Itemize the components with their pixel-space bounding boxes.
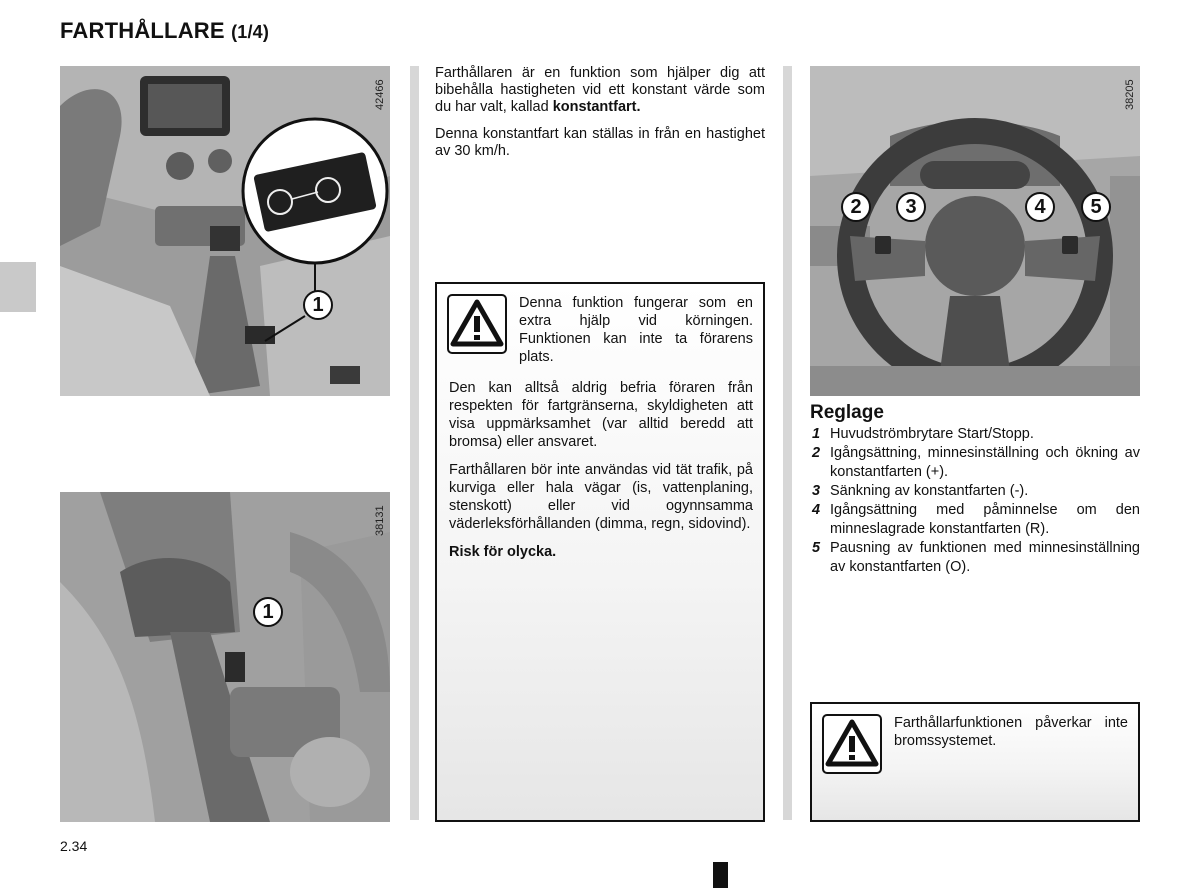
item-number: 3 xyxy=(812,483,821,499)
title-text: FARTHÅLLARE xyxy=(60,18,225,43)
item-number: 2 xyxy=(812,445,821,461)
callout-3: 3 xyxy=(896,192,926,222)
reglage-item xyxy=(810,482,1140,501)
image-code: 38131 xyxy=(374,505,386,536)
item-number: 5 xyxy=(812,540,821,556)
brake-warning-text: Farthållarfunktionen påverkar inte bromssystemet. xyxy=(894,715,1128,749)
warning-triangle-icon xyxy=(822,714,882,774)
reglage-list xyxy=(810,425,1140,577)
callout-1: 1 xyxy=(253,597,283,627)
title-part: (1/4) xyxy=(231,22,270,42)
reglage-heading: Reglage xyxy=(810,402,884,423)
image-code: 38205 xyxy=(1124,79,1136,110)
item-text: Igångsättning med påminnelse om den minneslagrade konstantfarten (R). xyxy=(830,502,1140,537)
callout-2: 2 xyxy=(841,192,871,222)
item-text: Igångsättning, minnesinställning och ökning av konstantfarten (+). xyxy=(830,445,1140,480)
item-number: 4 xyxy=(812,502,821,518)
callout-5: 5 xyxy=(1081,192,1111,222)
callout-4: 4 xyxy=(1025,192,1055,222)
photo-console-drawing xyxy=(60,66,390,396)
section-tab xyxy=(0,262,36,312)
warning-risk-text: Risk för olycka. xyxy=(449,544,557,560)
page-title xyxy=(60,18,269,44)
item-number: 1 xyxy=(812,426,821,442)
intro-paragraph xyxy=(435,65,765,116)
warning-triangle-icon xyxy=(447,294,507,354)
column-divider xyxy=(410,66,419,820)
brake-warning-box xyxy=(810,702,1140,822)
photo-closeup-drawing xyxy=(60,492,390,822)
warning-paragraph: Den kan alltså aldrig befria föraren från respekten för fartgränserna, skyldigheten att visa uppmärksamhet (var alltid beredd att bromsa) eller ansvaret. xyxy=(449,380,753,450)
warning-paragraph: Farthållaren bör inte användas vid tät trafik, på kurviga eller hala vägar (is, vattenplaning, stenskott) eller vid ogynnsamma väderleksförhållanden (dimma, regn, sidovind). xyxy=(449,462,753,532)
reglage-item xyxy=(810,425,1140,444)
column-divider xyxy=(783,66,792,820)
photo-console-switch xyxy=(60,66,390,396)
warning-lead-text: Denna funktion fungerar som en extra hjälp vid körningen. Funktionen kan inte ta förarens plats. xyxy=(519,295,753,365)
warning-body xyxy=(449,379,753,571)
page-edge-marker xyxy=(713,862,728,888)
intro-bold-term: konstantfart. xyxy=(552,99,641,115)
page-number: 2.34 xyxy=(60,838,88,854)
reglage-item xyxy=(810,539,1140,577)
item-text: Sänkning av konstantfarten (-). xyxy=(830,483,1029,499)
image-code: 42466 xyxy=(374,79,386,110)
photo-steering-wheel xyxy=(810,66,1140,396)
item-text: Huvudströmbrytare Start/Stopp. xyxy=(830,426,1034,442)
warning-box xyxy=(435,282,765,822)
intro-text-part: Farthållaren är en funktion som hjälper dig att bibehålla hastigheten vid ett konstant värde som du har valt, kallad xyxy=(435,65,765,115)
photo-console-closeup xyxy=(60,492,390,822)
reglage-item xyxy=(810,501,1140,539)
intro-text xyxy=(435,65,765,170)
photo-wheel-drawing xyxy=(810,66,1140,396)
item-text: Pausning av funktionen med minnesinställning av konstantfarten (O). xyxy=(830,540,1140,575)
reglage-item xyxy=(810,444,1140,482)
intro-paragraph: Denna konstantfart kan ställas in från en hastighet av 30 km/h. xyxy=(435,126,765,159)
callout-1: 1 xyxy=(303,290,333,320)
